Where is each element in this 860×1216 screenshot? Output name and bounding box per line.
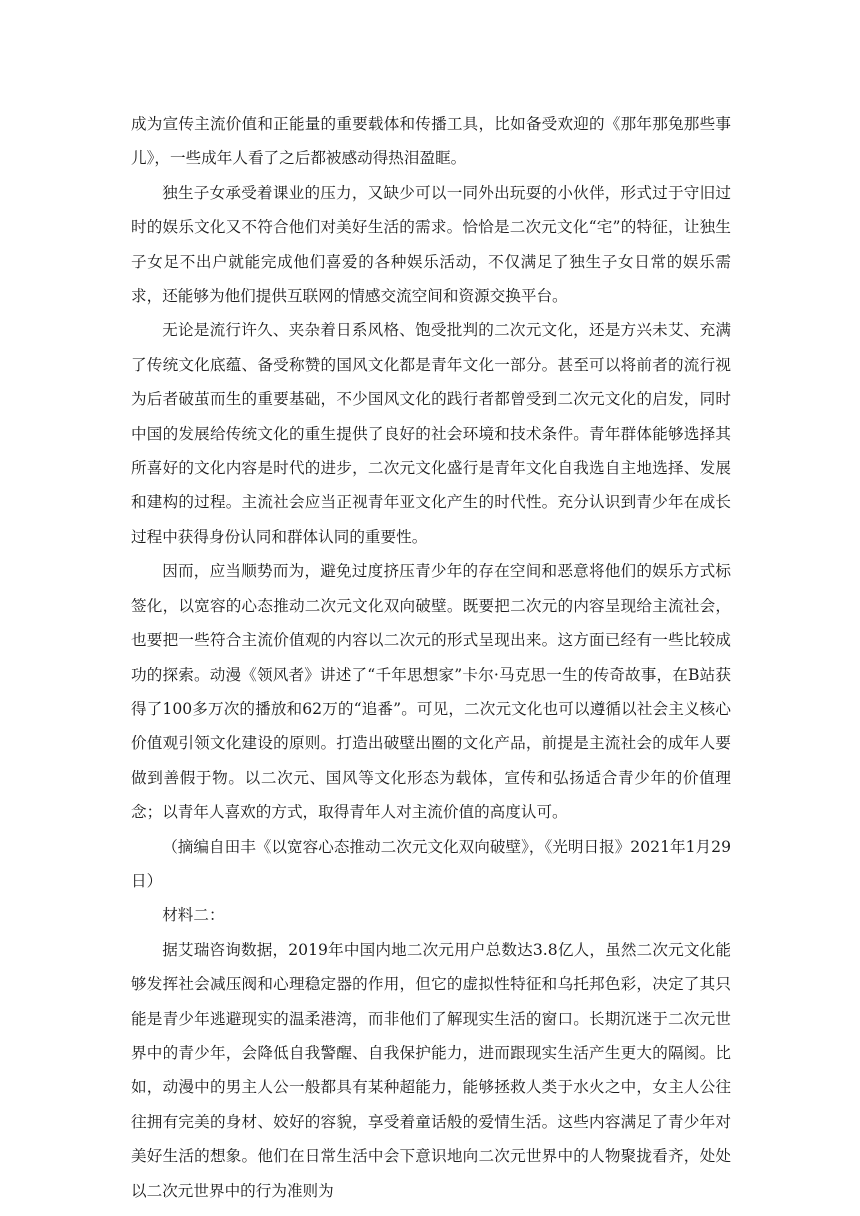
paragraph-4: 因而，应当顺势而为，避免过度挤压青少年的存在空间和恶意将他们的娱乐方式标签化，以宽容的心态推动二次元文化双向破壁。既要把二次元的内容呈现给主流社会，也要把一些符合主流价值观的内容以二次元的形式呈现出来。这方面已经有一些比较成功的探索。动漫《领风者》讲述了“千年思想家”卡尔·马克思一生的传奇故事，在B站获得了100多万次的播放和62万的“追番”。可见，二次元文化也可以遵循以社会主义核心价值观引领文化建设的原则。打造出破壁出圈的文化产品，前提是主流社会的成年人要做到善假于物。以二次元、国风等文化形态为载体，宣传和弘扬适合青少年的价值理念；以青年人喜欢的方式，取得青年人对主流价值的高度认可。 — [131, 562, 731, 822]
paragraph-5: 据艾瑞咨询数据，2019年中国内地二次元用户总数达3.8亿人，虽然二次元文化能够发挥社会减压阀和心理稳定器的作用，但它的虚拟性特征和乌托邦色彩，决定了其只能是青少年逃避现实的温柔港湾，而非他们了解现实生活的窗口。长期沉迷于二次元世界中的青少年，会降低自我警醒、自我保护能力，进而跟现实生活产生更大的隔阂。比如，动漫中的男主人公一般都具有某种超能力，能够拯救人类于水火之中，女主人公往往拥有完美的身材、姣好的容貌，享受着童话般的爱情生活。这些内容满足了青少年对美好生活的想象。他们在日常生活中会下意识地向二次元世界中的人物聚拢看齐，处处以二次元世界中的行为准则为 — [131, 940, 731, 1200]
paragraph-2: 独生子女承受着课业的压力，又缺少可以一同外出玩耍的小伙伴，形式过于守旧过时的娱乐文化又不符合他们对美好生活的需求。恰恰是二次元文化“宅”的特征，让独生子女足不出户就能完成他们喜爱的各种娱乐活动，不仅满足了独生子女日常的娱乐需求，还能够为他们提供互联网的情感交流空间和资源交换平台。 — [131, 183, 731, 306]
paragraph-3: 无论是流行许久、夹杂着日系风格、饱受批判的二次元文化，还是方兴未艾、充满了传统文化底蕴、备受称赞的国风文化都是青年文化一部分。甚至可以将前者的流行视为后者破茧而生的重要基础，不少国风文化的践行者都曾受到二次元文化的启发，同时中国的发展给传统文化的重生提供了良好的社会环境和技术条件。青年群体能够选择其所喜好的文化内容是时代的进步，二次元文化盛行是青年文化自我选自主地选择、发展和建构的过程。主流社会应当正视青年亚文化产生的时代性。充分认识到青少年在成长过程中获得身份认同和群体认同的重要性。 — [131, 321, 731, 546]
document-body — [131, 107, 731, 1208]
source-citation: （摘编自田丰《以宽容心态推动二次元文化双向破壁》，《光明日报》2021年1月29日） — [131, 837, 731, 890]
paragraph-1: 成为宣传主流价值和正能量的重要载体和传播工具，比如备受欢迎的《那年那兔那些事儿》，一些成年人看了之后都被感动得热泪盈眶。 — [131, 115, 731, 168]
section-heading-material-2: 材料二： — [162, 906, 225, 925]
